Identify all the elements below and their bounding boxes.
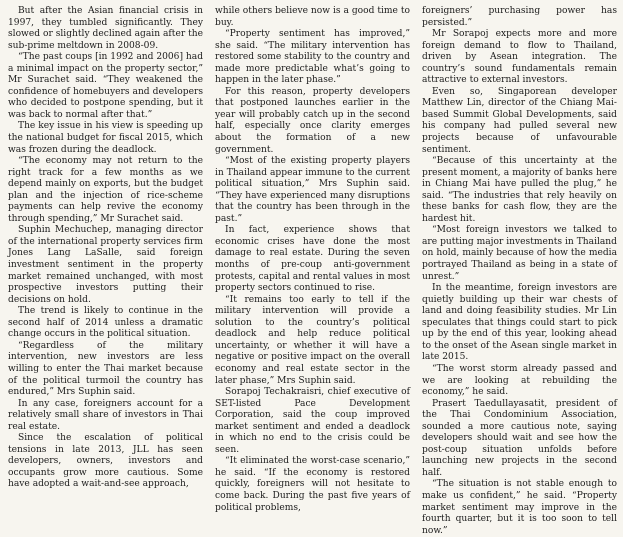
paragraph: The trend is likely to continue in the second half of 2014 unless a dramatic change occurs in the political situation. bbox=[8, 306, 203, 340]
paragraph: In the meantime, foreign investors are quietly building up their war chests of land and doing feasibility studies. Mr Lin speculates that things could start to pick up by the end of this year, looking ahead to the onset of the Asean single market in late 2015. bbox=[422, 283, 617, 363]
paragraph: Suphin Mechuchep, managing director of the international property services firm Jones Lang LaSalle, said foreign investment sentiment in the property market remained unchanged, with most prospective investors putting their decisions on hold. bbox=[8, 225, 203, 305]
paragraph: The key issue in his view is speeding up the national budget for fiscal 2015, which was frozen during the deadlock. bbox=[8, 121, 203, 155]
paragraph: For this reason, property developers that postponed launches earlier in the year will probably catch up in the second half, especially once clarity emerges about the formation of a new government. bbox=[215, 86, 410, 155]
paragraph: “Property sentiment has improved,” she said. “The military intervention has restored some stability to the country and made more predictable what’s going to happen in the later phase.” bbox=[215, 29, 410, 86]
article-column-3 bbox=[422, 6, 617, 537]
paragraph: “It remains too early to tell if the military intervention will provide a solution to the country’s political deadlock and help reduce political uncertainty, or whether it will have a negative or positive impact on the overall economy and real estate sector in the later phase,” Mrs Suphin said. bbox=[215, 294, 410, 386]
paragraph: Sorapoj Techakraisri, chief executive of SET-listed Pace Development Corporation, said the coup improved market sentiment and ended a deadlock in which no end to the crisis could be seen. bbox=[215, 387, 410, 455]
paragraph-continued: foreigners’ purchasing power has persisted.” bbox=[422, 6, 617, 28]
paragraph: “It eliminated the worst-case scenario,” he said. “If the economy is restored quickly, foreigners will not hesitate to come back. During the past five years of political problems, bbox=[215, 456, 410, 513]
paragraph: “The worst storm already passed and we are looking at rebuilding the economy,” he said. bbox=[422, 363, 617, 398]
paragraph: But after the Asian financial crisis in 1997, they tumbled significantly. They slowed or slightly declined again after the sub-prime meltdown in 2008-09. bbox=[8, 6, 203, 51]
article-column-2 bbox=[215, 6, 410, 537]
paragraph-continued: while others believe now is a good time to buy. bbox=[215, 6, 410, 28]
paragraph: “The situation is not stable enough to make us confident,” he said. “Property market sentiment may improve in the fourth quarter, but it is too soon to tell now.” bbox=[422, 479, 617, 536]
paragraph: “Because of this uncertainty at the present moment, a majority of banks here in Chiang Mai have pulled the plug,” he said. “The industries that rely heavily on these banks for cash flow, they are the hardest hit. bbox=[422, 156, 617, 224]
paragraph: “The past coups [in 1992 and 2006] had a minimal impact on the property sector,” Mr Surachet said. “They weakened the confidence of homebuyers and developers who decided to postpone spending, but it was back to normal after that.” bbox=[8, 52, 204, 120]
paragraph: “Most of the existing property players in Thailand appear immune to the current political situation,” Mrs Suphin said. “They have experienced many disruptions that the country has been through in the past.” bbox=[215, 156, 410, 224]
paragraph: Since the escalation of political tensions in late 2013, JLL has seen developers, owners, investors and occupants grow more cautious. Some have adopted a wait-and-see approach, bbox=[8, 433, 203, 490]
article-column-1 bbox=[8, 6, 203, 537]
paragraph: In fact, experience shows that economic crises have done the most damage to real estate. During the seven months of pre-coup anti-government protests, capital and rental values in most property sectors continued to rise. bbox=[215, 225, 410, 294]
paragraph: “The economy may not return to the right track for a few months as we depend mainly on exports, but the budget plan and the injection of rice-scheme payments can help revive the economy through spending,” Mr Surachet said. bbox=[8, 156, 203, 224]
paragraph: “Most foreign investors we talked to are putting major investments in Thailand on hold, mainly because of how the media portrayed Thailand as being in a state of unrest.” bbox=[422, 225, 617, 282]
paragraph: Even so, Singaporean developer Matthew Lin, director of the Chiang Mai-based Summit Global Developments, said his company had pulled several new projects because of unfavourable sentiment. bbox=[422, 86, 617, 155]
paragraph: “Regardless of the military intervention, new investors are less willing to enter the Thai market because of the political turmoil the country has endured,” Mrs Suphin said. bbox=[8, 340, 203, 398]
paragraph: In any case, foreigners account for a relatively small share of investors in Thai real estate. bbox=[8, 398, 203, 432]
paragraph: Mr Sorapoj expects more and more foreign demand to flow to Thailand, driven by Asean integration. The country’s sound fundamentals remain attractive to external investors. bbox=[422, 29, 617, 86]
paragraph: Prasert Taedullayasatit, president of the Thai Condominium Association, sounded a more cautious note, saying developers should wait and see how the post-coup situation unfolds before launching new projects in the second half. bbox=[422, 398, 617, 478]
